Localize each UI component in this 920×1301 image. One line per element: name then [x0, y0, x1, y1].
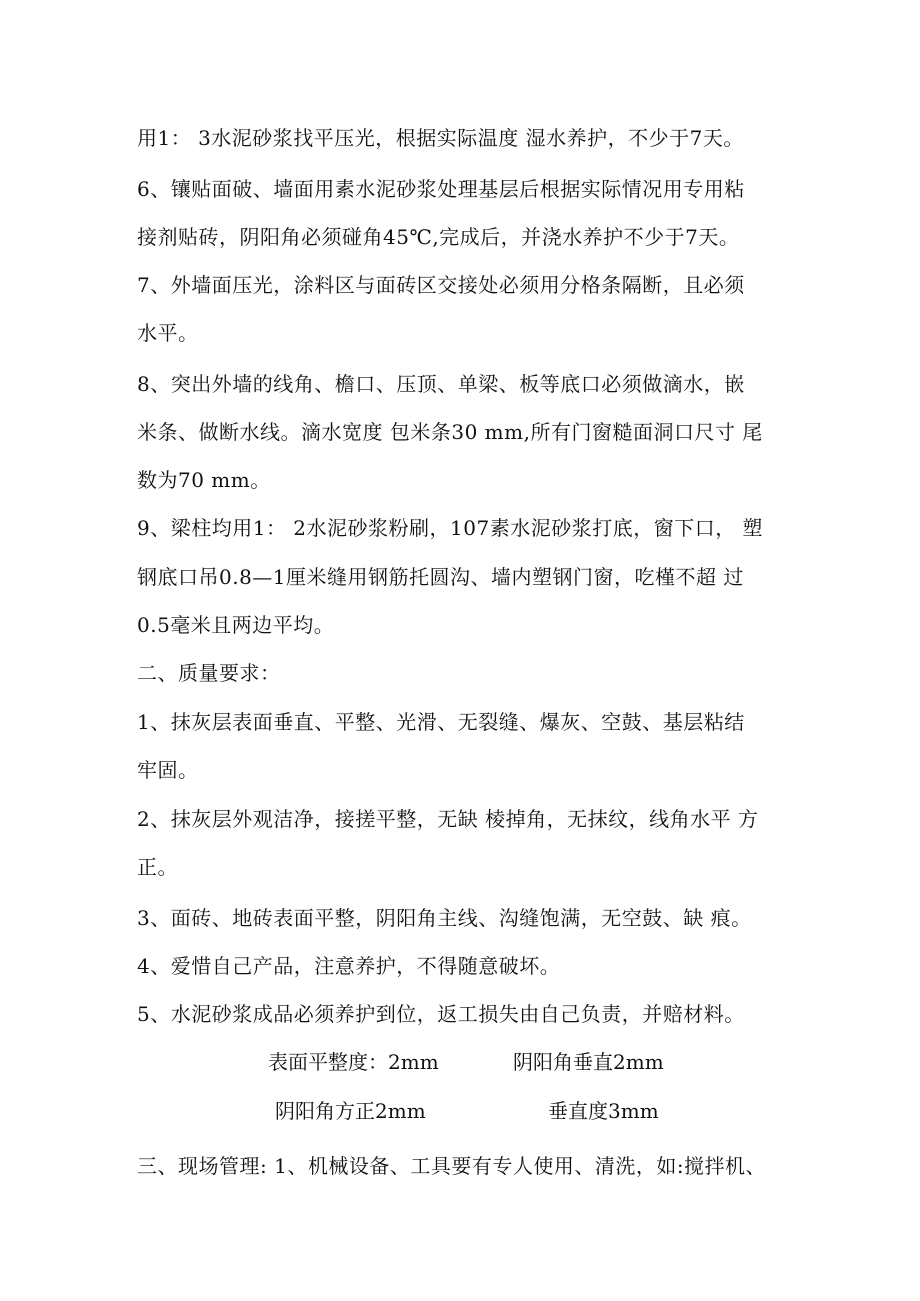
tolerance-corner-vertical: 阴阳角垂直2mm	[513, 1050, 664, 1074]
text-line: 1、抹灰层表面垂直、平整、光滑、无裂缝、爆灰、空鼓、基层粘结	[137, 710, 745, 734]
text-line: 9、梁柱均用1： 2水泥砂浆粉刷，107素水泥砂浆打底，窗下口， 塑	[137, 516, 764, 540]
section-heading: 二、质量要求：	[137, 661, 281, 685]
tolerance-verticality: 垂直度3mm	[548, 1099, 659, 1123]
text-line: 3、面砖、地砖表面平整，阴阳角主线、沟缝饱满，无空鼓、缺 痕。	[137, 906, 752, 930]
text-line: 6、镶贴面破、墙面用素水泥砂浆处理基层后根据实际情况用专用粘	[137, 177, 745, 201]
text-line: 5、水泥砂浆成品必须养护到位，返工损失由自己负责，并赔材料。	[137, 1002, 745, 1026]
text-line: 水平。	[137, 321, 199, 345]
text-line: 2、抹灰层外观洁净，接搓平整，无缺 棱掉角，无抹纹，线角水平 方	[137, 807, 759, 831]
text-line: 7、外墙面压光，涂料区与面砖区交接处必须用分格条隔断，且必须	[137, 273, 745, 297]
text-line: 牢固。	[137, 758, 199, 782]
text-line: 正。	[137, 855, 178, 879]
text-line: 钢底口吊0.8—1厘米缝用钢筋托圆沟、墙内塑钢门窗，吃槿不超 过	[137, 565, 744, 589]
text-line: 用1： 3水泥砂浆找平压光，根据实际温度 湿水养护，不少于7天。	[137, 126, 744, 150]
text-line: 数为70 mm。	[137, 468, 271, 492]
text-line: 米条、做断水线。滴水宽度 包米条30 mm,所有门窗糙面洞口尺寸 尾	[137, 420, 763, 444]
section-heading: 三、现场管理: 1、机械设备、工具要有专人使用、清洗，如:搅拌机、	[137, 1154, 767, 1178]
tolerance-corner-square: 阴阳角方正2mm	[275, 1099, 426, 1123]
tolerance-surface-flatness: 表面平整度：2mm	[268, 1050, 439, 1074]
text-line: 8、突出外墙的线角、檐口、压顶、单梁、板等底口必须做滴水，嵌	[137, 372, 745, 396]
text-line: 4、爱惜自己产品，注意养护，不得随意破坏。	[137, 954, 561, 978]
text-line: 接剂贴砖，阴阳角必须碰角45℃,完成后，并浇水养护不少于7天。	[137, 225, 740, 249]
text-line: 0.5毫米且两边平均。	[137, 613, 335, 637]
